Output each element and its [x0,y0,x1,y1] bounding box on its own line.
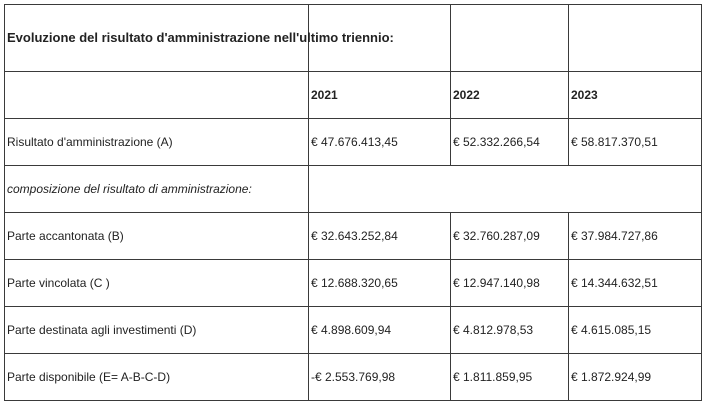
empty-merged-cell [309,166,702,213]
value-cell: € 12.947.140,98 [451,260,569,307]
row-label: Risultato d'amministrazione (A) [5,119,309,166]
composition-label: composizione del risultato di amministrazione: [5,166,309,213]
year-header-2023: 2023 [569,72,702,119]
value-cell: € 52.332.266,54 [451,119,569,166]
value-cell: € 4.615.085,15 [569,307,702,354]
row-label: Parte accantonata (B) [5,213,309,260]
composition-row [5,166,702,213]
value-cell: € 32.643.252,84 [309,213,451,260]
value-cell: € 12.688.320,65 [309,260,451,307]
table-row [5,119,702,166]
table-row [5,307,702,354]
row-label: Parte destinata agli investimenti (D) [5,307,309,354]
empty-cell [451,5,569,72]
value-cell: € 32.760.287,09 [451,213,569,260]
value-cell: € 4.898.609,94 [309,307,451,354]
table-title: Evoluzione del risultato d'amministrazione nell'ultimo triennio: [5,5,309,72]
year-header-2022: 2022 [451,72,569,119]
value-cell: € 1.811.859,95 [451,354,569,401]
table-row [5,213,702,260]
empty-cell [569,5,702,72]
year-header-row [5,72,702,119]
value-cell: € 1.872.924,99 [569,354,702,401]
row-label: Parte disponibile (E= A-B-C-D) [5,354,309,401]
value-cell: € 4.812.978,53 [451,307,569,354]
empty-cell [5,72,309,119]
row-label: Parte vincolata (C ) [5,260,309,307]
value-cell: -€ 2.553.769,98 [309,354,451,401]
table-title-row [5,5,702,72]
table-row [5,354,702,401]
year-header-2021: 2021 [309,72,451,119]
table-row [5,260,702,307]
value-cell: € 58.817.370,51 [569,119,702,166]
value-cell: € 47.676.413,45 [309,119,451,166]
value-cell: € 14.344.632,51 [569,260,702,307]
risultato-amministrazione-table [4,4,702,401]
value-cell: € 37.984.727,86 [569,213,702,260]
